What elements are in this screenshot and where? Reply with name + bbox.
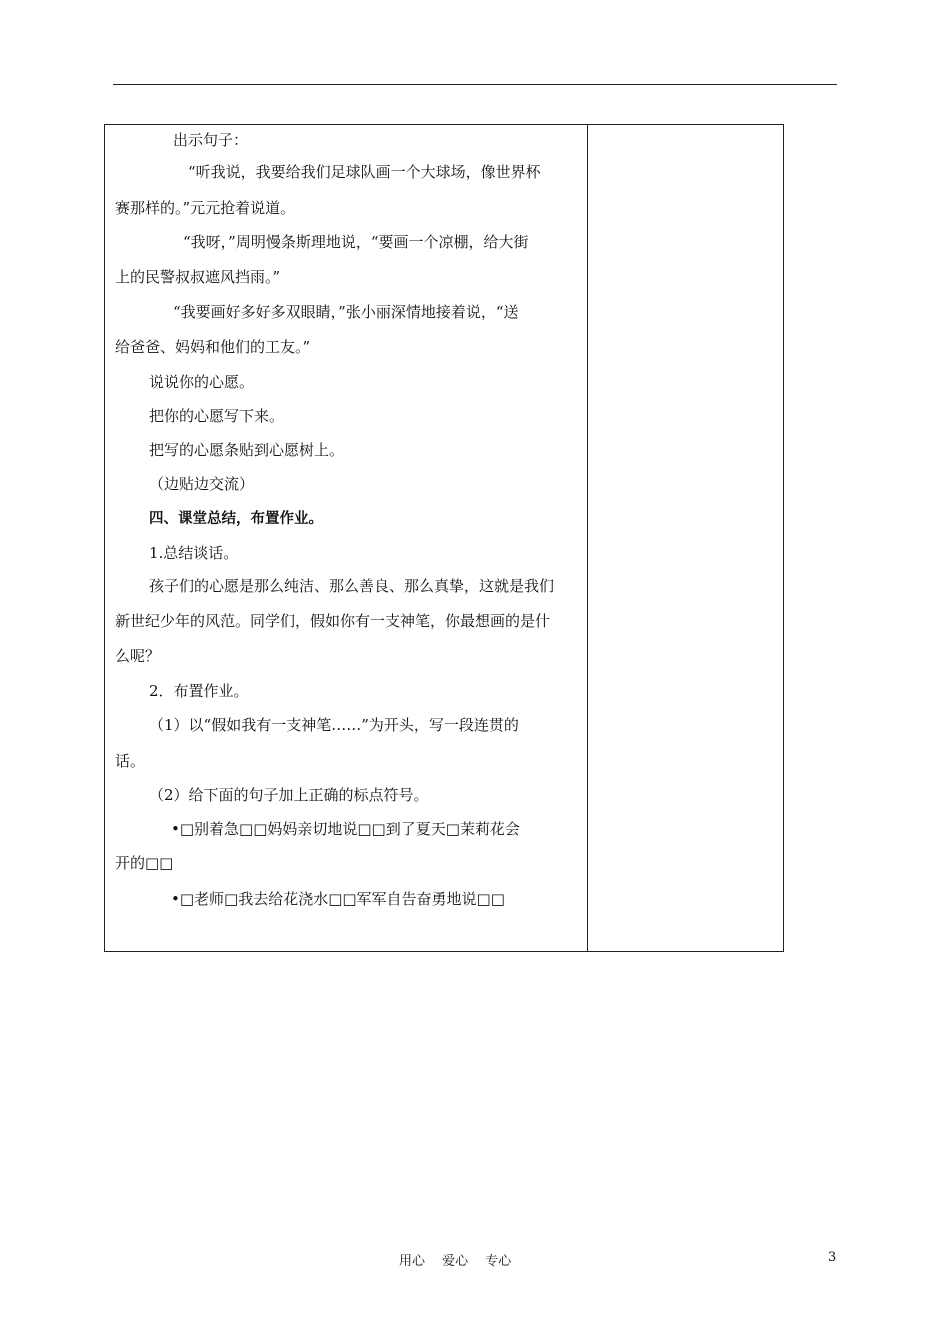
footer-motto: 用心 爱心 专心 xyxy=(399,1254,512,1269)
text-line: （2）给下面的句子加上正确的标点符号。 xyxy=(149,786,429,804)
text-line: 赛那样的。”元元抢着说道。 xyxy=(115,199,296,217)
text-line: 孩子们的心愿是那么纯洁、那么善良、那么真挚，这就是我们 xyxy=(149,577,555,595)
text-line: 给爸爸、妈妈和他们的工友。” xyxy=(115,338,311,356)
text-line: 上的民警叔叔遮风挡雨。” xyxy=(115,268,281,286)
lesson-table xyxy=(104,124,784,952)
text-line: （1）以“假如我有一支神笔……”为开头，写一段连贯的 xyxy=(149,716,519,734)
text-line: 把你的心愿写下来。 xyxy=(149,407,285,425)
text-line: 开的□□ xyxy=(115,854,174,872)
text-line: （边贴边交流） xyxy=(149,475,255,493)
text-line: 说说你的心愿。 xyxy=(149,373,255,391)
text-line: 新世纪少年的风范。同学们，假如你有一支神笔，你最想画的是什 xyxy=(115,612,551,630)
text-line: “我呀，”周明慢条斯理地说，“要画一个凉棚，给大街 xyxy=(183,233,529,251)
text-line: “我要画好多好多双眼睛，”张小丽深情地接着说，“送 xyxy=(173,303,519,321)
text-line: 2．布置作业。 xyxy=(149,682,249,700)
exercise-sentence: •□老师□我去给花浇水□□军军自告奋勇地说□□ xyxy=(171,890,505,908)
text-line: 1.总结谈话。 xyxy=(149,544,239,562)
text-line: 出示句子： xyxy=(173,131,249,149)
text-line: 话。 xyxy=(115,752,146,770)
text-line: “听我说，我要给我们足球队画一个大球场，像世界杯 xyxy=(188,163,541,181)
lesson-content-cell xyxy=(105,125,587,951)
text-line: 么呢？ xyxy=(115,647,161,665)
header-rule xyxy=(113,84,837,85)
page-number: 3 xyxy=(828,1250,837,1265)
section-heading: 四、课堂总结，布置作业。 xyxy=(149,511,323,527)
text-line: 把写的心愿条贴到心愿树上。 xyxy=(149,441,345,459)
notes-cell xyxy=(588,125,783,951)
exercise-sentence: •□别着急□□妈妈亲切地说□□到了夏天□茉莉花会 xyxy=(171,820,520,838)
